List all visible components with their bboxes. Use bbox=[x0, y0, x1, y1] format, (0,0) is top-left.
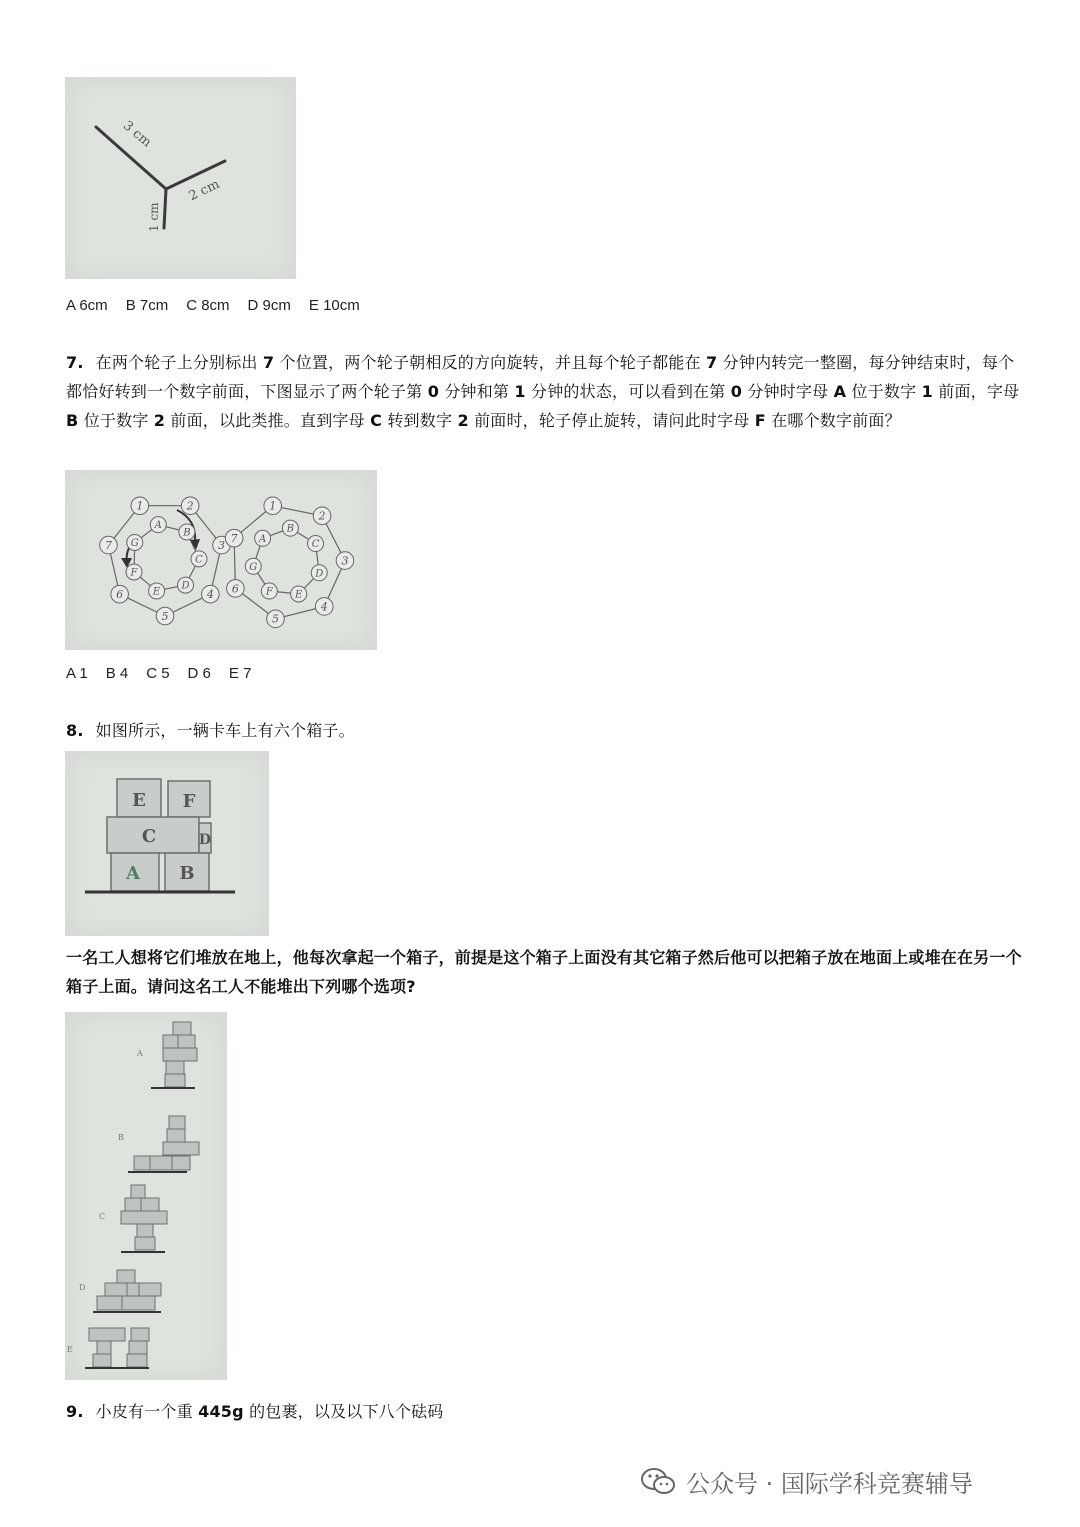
wheel-left-letter-label: C bbox=[195, 554, 203, 566]
wheel-left-number-label: 3 bbox=[218, 538, 226, 552]
wheel-left-letter-label: A bbox=[154, 520, 162, 532]
q7-option: B 4 bbox=[105, 665, 129, 682]
wheel-right-number-label: 7 bbox=[230, 531, 238, 545]
wheel-left-number-label: 6 bbox=[116, 588, 124, 602]
q6-label-c: 1 cm bbox=[147, 202, 161, 232]
choice-label: C bbox=[99, 1212, 106, 1221]
wheel-right-letter-label: A bbox=[259, 533, 267, 545]
box-label: C bbox=[141, 826, 157, 847]
wheel-right-letter-label: F bbox=[265, 586, 273, 598]
box-label: E bbox=[132, 790, 146, 811]
wheel-left-letter-label: F bbox=[130, 567, 138, 579]
wheel-right-number-label: 3 bbox=[341, 554, 349, 568]
q7-figure bbox=[65, 470, 377, 650]
wheel-left-number-label: 2 bbox=[186, 499, 194, 513]
wheel-right-letter-label: G bbox=[249, 561, 258, 573]
wheel-left-number-label: 1 bbox=[136, 499, 144, 513]
q6-options bbox=[66, 297, 360, 314]
q7-number: 7. bbox=[66, 353, 84, 372]
wheel-right-number-label: 6 bbox=[231, 582, 239, 596]
q6-label-b: 2 cm bbox=[186, 176, 223, 205]
wheel-right-number-label: 5 bbox=[271, 612, 279, 626]
wheel-right-letter-label: D bbox=[315, 568, 324, 580]
box-label: F bbox=[182, 791, 196, 812]
q6-option: C 8cm bbox=[186, 297, 230, 314]
wheel-left-letter-label: D bbox=[181, 580, 190, 592]
wheel-right-letter-label: B bbox=[286, 523, 295, 535]
wheel-left-letter-label: B bbox=[183, 527, 191, 539]
q9-number: 9. bbox=[66, 1402, 84, 1421]
q8-intro: 8. 如图所示，一辆卡车上有六个箱子。 bbox=[66, 721, 355, 740]
q6-option: A 6cm bbox=[66, 297, 108, 314]
q8-truck-figure bbox=[65, 751, 269, 936]
q7-option: E 7 bbox=[228, 665, 252, 682]
q7-text: 7. 在两个轮子上分别标出 7 个位置，两个轮子朝相反的方向旋转，并且每个轮子都能在 7 分钟内转完一整圈，每分钟结束时，每个都恰好转到一个数字前面，下图显示了两个轮子第 0 分钟和第 1 分钟的状态，可以看到在第 0 分钟时字母 A 位于数字 1 前面，字母 B 位于数字 2 前面，以此类推。直到字母 C 转到数字 2 前面时，轮子停止旋转，请问此时字母 F 在哪个数字前面？ bbox=[66, 353, 1020, 430]
wheel-left-letter-label: G bbox=[130, 537, 139, 549]
q6-option: D 9cm bbox=[247, 297, 291, 314]
q7-option: D 6 bbox=[187, 665, 211, 682]
wheel-right-number-label: 2 bbox=[318, 509, 326, 523]
q7-option: A 1 bbox=[66, 665, 88, 682]
choice-label: A bbox=[137, 1049, 143, 1058]
q6-figure bbox=[65, 77, 296, 279]
choice-label: E bbox=[67, 1345, 73, 1354]
wechat-watermark bbox=[640, 1464, 973, 1499]
q6-option: E 10cm bbox=[308, 297, 360, 314]
box-label: B bbox=[179, 863, 195, 884]
wheel-right-number-label: 4 bbox=[320, 600, 328, 614]
wheel-right-letter-label: C bbox=[311, 539, 320, 551]
q7-option: C 5 bbox=[146, 665, 170, 682]
arrow-head bbox=[190, 539, 200, 550]
wechat-icon bbox=[640, 1467, 676, 1497]
choice-label: D bbox=[79, 1283, 86, 1292]
watermark-text: 公众号 · 国际学科竞赛辅导 bbox=[686, 1470, 973, 1498]
q8-number: 8. bbox=[66, 721, 84, 740]
wheel-right-letter-label: E bbox=[295, 589, 303, 601]
choice-label: B bbox=[118, 1133, 124, 1142]
wheel-left-letter-label: E bbox=[152, 586, 161, 598]
q8-body: 一名工人想将它们堆放在地上，他每次拿起一个箱子，前提是这个箱子上面没有其它箱子然后他可以把箱子放在地面上或堆在在另一个箱子上面。请问这名工人不能堆出下列哪个选项? bbox=[66, 948, 1022, 996]
q6-label-a: 3 cm bbox=[119, 118, 155, 151]
box-label: D bbox=[198, 832, 212, 848]
q9-text: 9. 小皮有一个重 445g 的包裹，以及以下八个砝码 bbox=[66, 1402, 444, 1421]
wheel-left-number-label: 7 bbox=[104, 538, 112, 552]
wheel-left-number-label: 4 bbox=[206, 588, 214, 602]
q7-options bbox=[66, 665, 251, 682]
box-label: A bbox=[126, 863, 140, 884]
wheel-right-number-label: 1 bbox=[269, 499, 277, 513]
wheel-left-number-label: 5 bbox=[161, 609, 169, 623]
q6-option: B 7cm bbox=[125, 297, 169, 314]
q8-choices-figure bbox=[65, 1012, 227, 1380]
